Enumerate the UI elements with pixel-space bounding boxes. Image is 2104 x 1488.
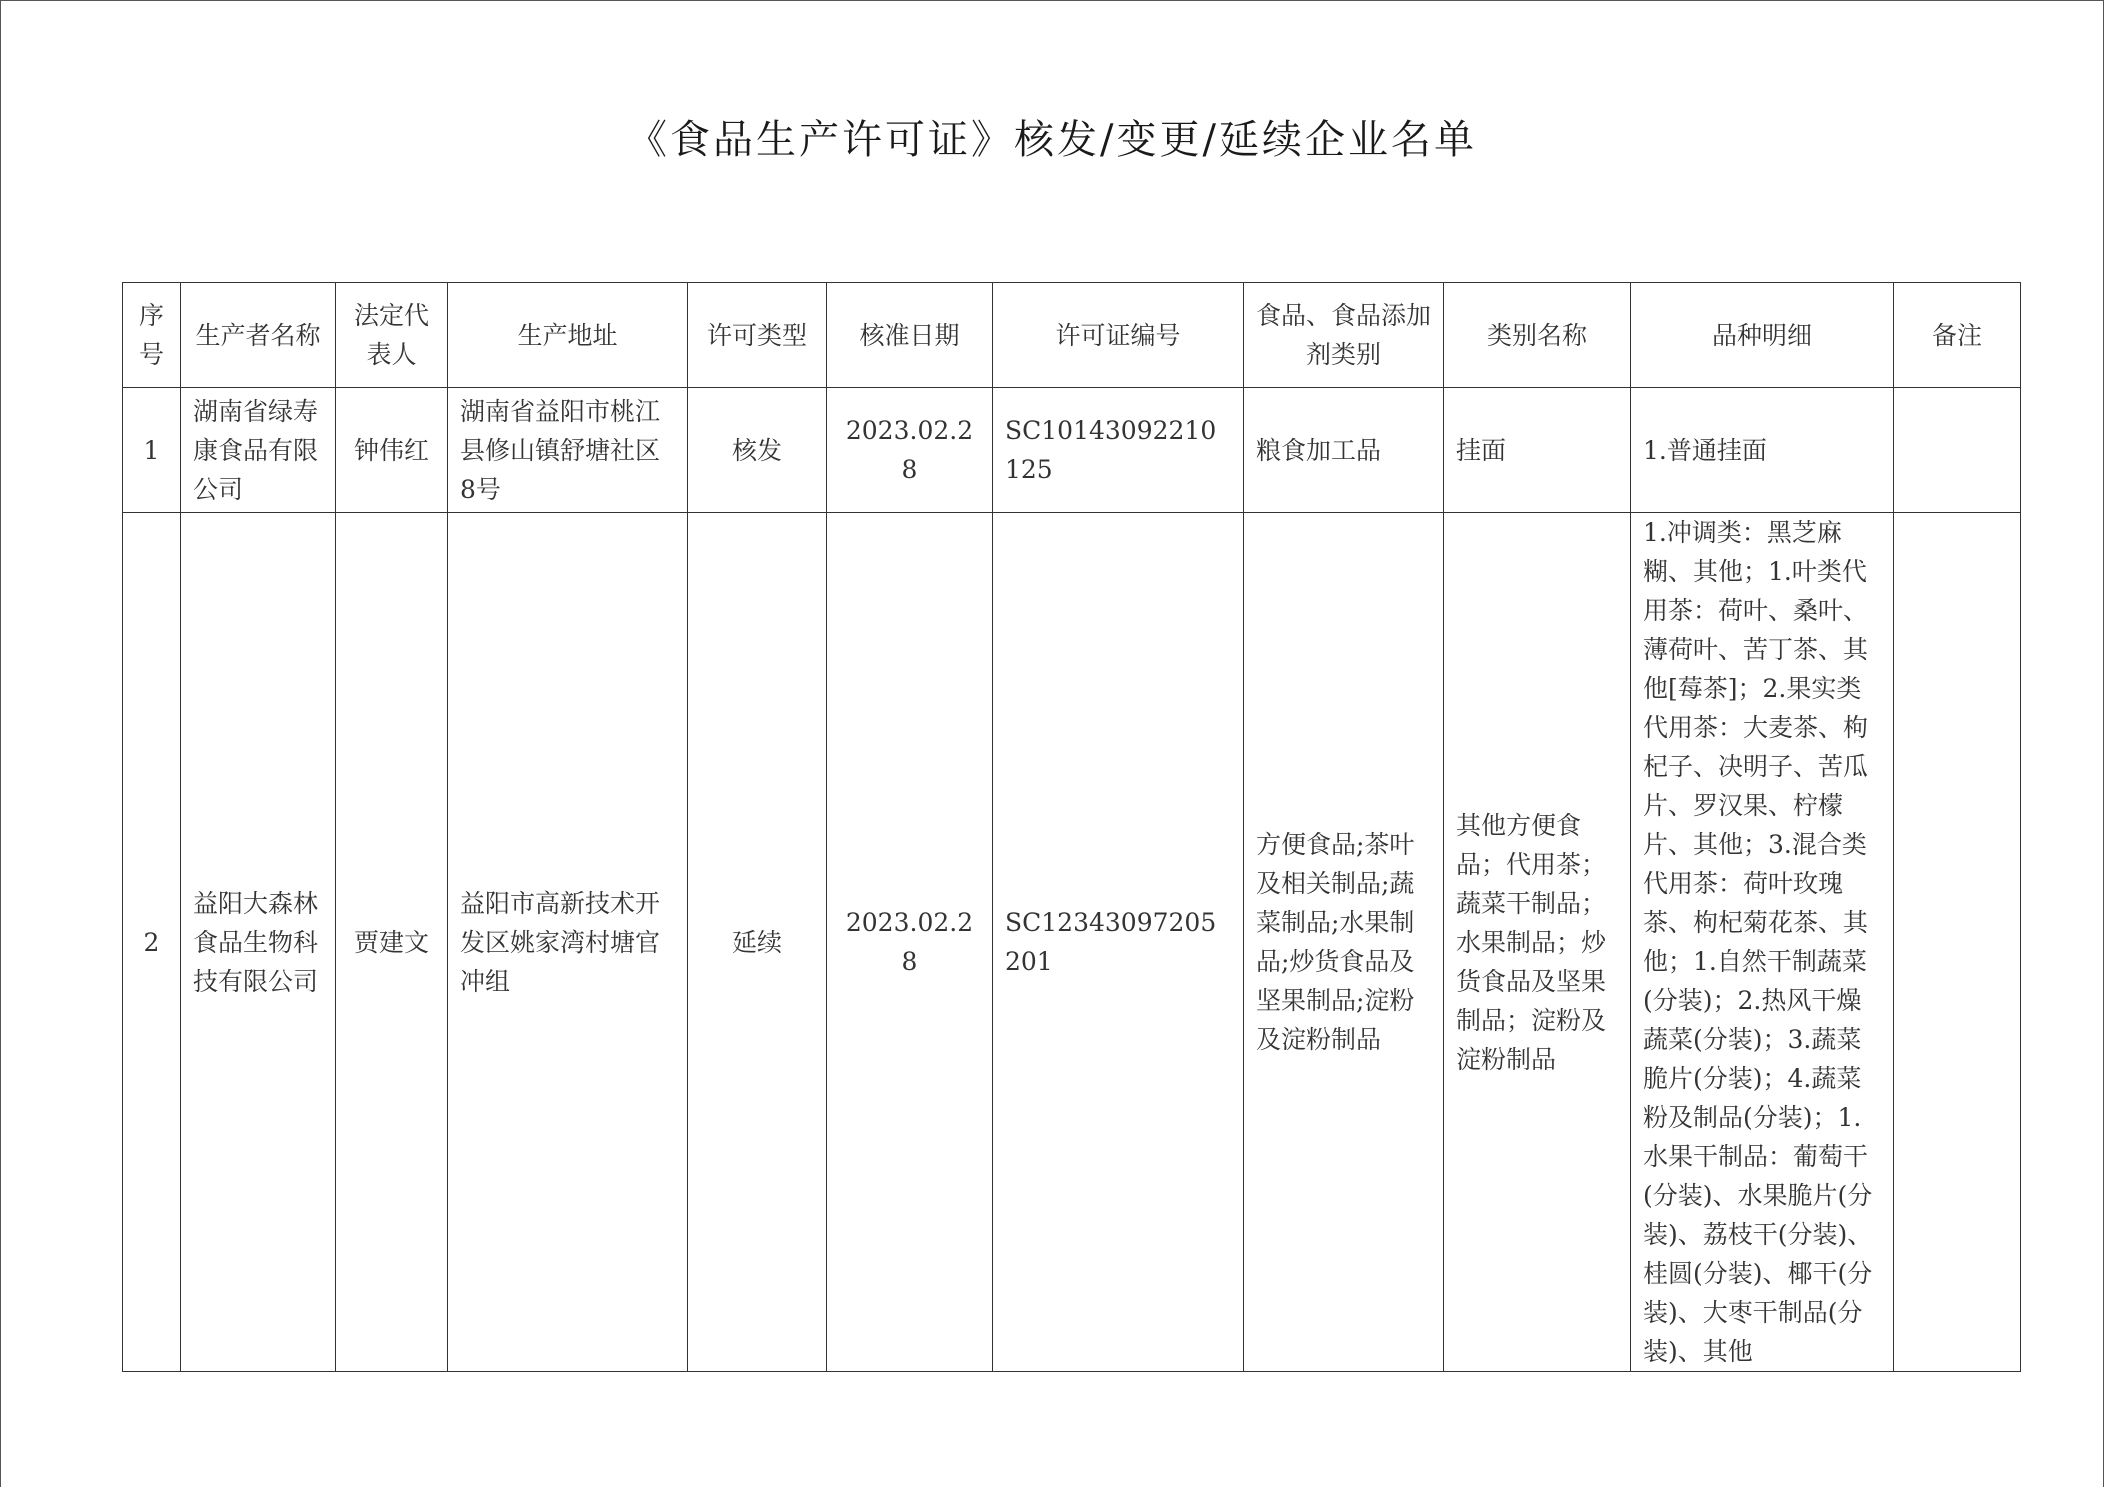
cell-license-no: SC12343097205201 xyxy=(993,513,1244,1372)
column-header-address: 生产地址 xyxy=(448,283,688,388)
cell-producer: 益阳大森林食品生物科技有限公司 xyxy=(181,513,336,1372)
column-header-food-category: 食品、食品添加剂类别 xyxy=(1244,283,1444,388)
cell-license-type: 核发 xyxy=(688,388,827,513)
cell-remark xyxy=(1894,388,2021,513)
enterprise-list-table xyxy=(122,282,2021,1372)
cell-variety-detail: 1.普通挂面 xyxy=(1631,388,1894,513)
cell-legal-rep: 钟伟红 xyxy=(336,388,448,513)
column-header-license-no: 许可证编号 xyxy=(993,283,1244,388)
cell-no: 2 xyxy=(123,513,181,1372)
column-header-category-name: 类别名称 xyxy=(1444,283,1631,388)
cell-approval-date: 2023.02.28 xyxy=(827,388,993,513)
cell-legal-rep: 贾建文 xyxy=(336,513,448,1372)
column-header-no: 序号 xyxy=(123,283,181,388)
column-header-license-type: 许可类型 xyxy=(688,283,827,388)
column-header-approval-date: 核准日期 xyxy=(827,283,993,388)
cell-producer: 湖南省绿寿康食品有限公司 xyxy=(181,388,336,513)
document-title: 《食品生产许可证》核发/变更/延续企业名单 xyxy=(627,117,1477,163)
cell-address: 益阳市高新技术开发区姚家湾村塘官冲组 xyxy=(448,513,688,1372)
cell-remark xyxy=(1894,513,2021,1372)
cell-food-category: 粮食加工品 xyxy=(1244,388,1444,513)
cell-license-no: SC10143092210125 xyxy=(993,388,1244,513)
table-row xyxy=(123,513,2021,1372)
cell-category-name: 其他方便食品；代用茶；蔬菜干制品；水果制品；炒货食品及坚果制品；淀粉及淀粉制品 xyxy=(1444,513,1631,1372)
cell-address: 湖南省益阳市桃江县修山镇舒塘社区8号 xyxy=(448,388,688,513)
column-header-legal-rep: 法定代表人 xyxy=(336,283,448,388)
cell-approval-date: 2023.02.28 xyxy=(827,513,993,1372)
cell-no: 1 xyxy=(123,388,181,513)
table-row xyxy=(123,388,2021,513)
column-header-remark: 备注 xyxy=(1894,283,2021,388)
cell-food-category: 方便食品;茶叶及相关制品;蔬菜制品;水果制品;炒货食品及坚果制品;淀粉及淀粉制品 xyxy=(1244,513,1444,1372)
column-header-producer: 生产者名称 xyxy=(181,283,336,388)
column-header-variety-detail: 品种明细 xyxy=(1631,283,1894,388)
cell-license-type: 延续 xyxy=(688,513,827,1372)
cell-category-name: 挂面 xyxy=(1444,388,1631,513)
cell-variety-detail: 1.冲调类：黑芝麻糊、其他；1.叶类代用茶：荷叶、桑叶、薄荷叶、苦丁茶、其他[莓茶]；2.果实类代用茶：大麦茶、枸杞子、决明子、苦瓜片、罗汉果、柠檬片、其他；3.混合类代用茶：荷叶玫瑰茶、枸杞菊花茶、其他；1.自然干制蔬菜(分装)；2.热风干燥蔬菜(分装)；3.蔬菜脆片(分装)；4.蔬菜粉及制品(分装)；1.水果干制品：葡萄干(分装)、水果脆片(分装)、荔枝干(分装)、桂圆(分装)、椰干(分装)、大枣干制品(分装)、其他 xyxy=(1631,513,1894,1372)
header-row xyxy=(123,283,2021,388)
